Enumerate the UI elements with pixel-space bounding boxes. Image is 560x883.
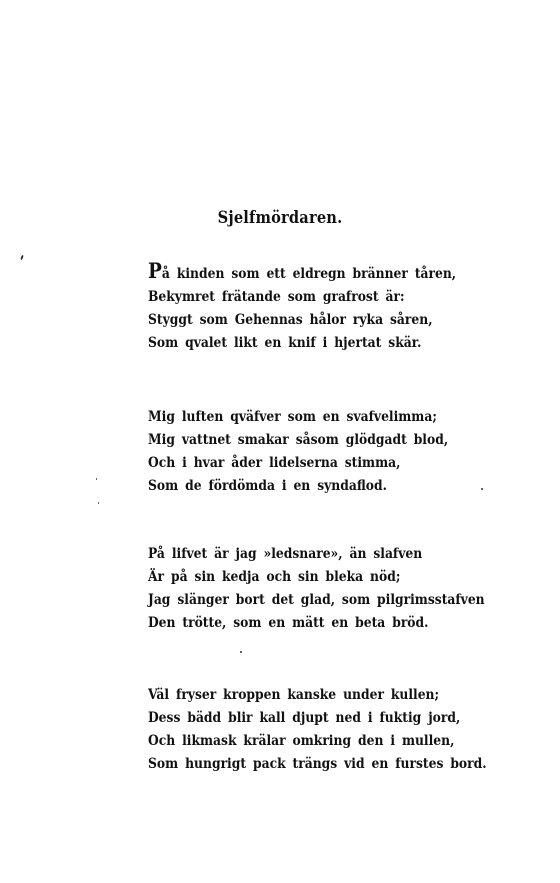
poem-line: Dess bädd blir kall djupt ned i fuktig jord, bbox=[148, 710, 461, 726]
print-speck bbox=[20, 255, 24, 260]
poem-line bbox=[148, 260, 465, 286]
poem-line: Väl fryser kroppen kanske under kullen; bbox=[148, 687, 440, 703]
poem-line-text: å kinden som ett eldregn bränner tåren, bbox=[161, 266, 457, 282]
poem-line: Och likmask krälar omkring den i mullen, bbox=[148, 733, 455, 749]
stanza-3 bbox=[148, 543, 508, 635]
print-speck bbox=[96, 478, 97, 480]
poem-line: Är på sin kedja och sin bleka nöd; bbox=[148, 569, 401, 585]
poem-line: Bekymret frätande som grafrost är: bbox=[148, 289, 405, 305]
poem-line: Jag slänger bort det glad, som pilgrimsstafven bbox=[148, 592, 485, 608]
print-speck bbox=[98, 502, 99, 504]
drop-cap: P bbox=[148, 258, 162, 283]
print-speck bbox=[481, 488, 483, 490]
poem-title: Sjelfmördaren. bbox=[217, 208, 343, 228]
poem-line: Som hungrigt pack trängs vid en furstes bord. bbox=[148, 756, 487, 772]
poem-line: Mig vattnet smakar såsom glödgadt blod, bbox=[148, 432, 449, 448]
poem-line: Den trötte, som en mätt en beta bröd. bbox=[148, 615, 429, 631]
poem-line: Mig luften qväfver som en svafvelimma; bbox=[148, 409, 437, 425]
poem-line: Styggt som Gehennas hålor ryka såren, bbox=[148, 312, 433, 328]
stanza-2 bbox=[148, 406, 508, 498]
poem-line: Och i hvar åder lidelserna stimma, bbox=[148, 455, 401, 471]
stanza-1 bbox=[148, 260, 508, 355]
poem-line: Som de fördömda i en syndaflod. bbox=[148, 478, 387, 494]
poem-line: Som qvalet likt en knif i hjertat skär. bbox=[148, 335, 422, 351]
print-speck bbox=[240, 651, 242, 653]
stanza-4 bbox=[148, 684, 508, 776]
poem-line: På lifvet är jag »ledsnare», än slafven bbox=[148, 546, 423, 562]
